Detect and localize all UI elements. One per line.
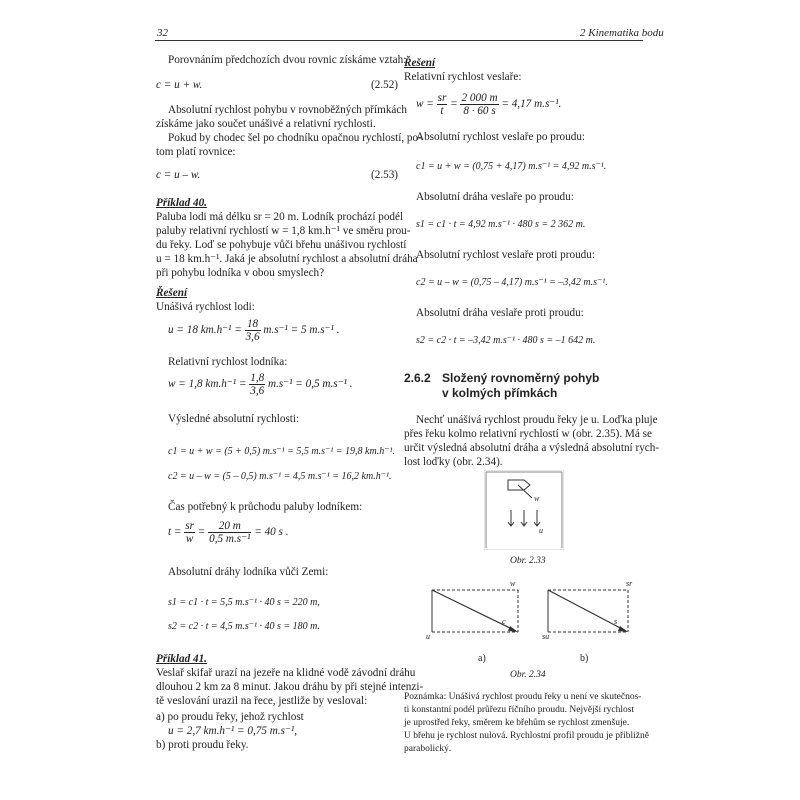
- equation-w: [416, 92, 561, 117]
- figure-caption: Obr. 2.33: [510, 556, 546, 566]
- equation-c1: c1 = u + w = (5 + 0,5) m.s⁻¹ = 5,5 m.s⁻¹ = 19,8 km.h⁻¹.: [168, 446, 395, 457]
- eq-lhs: w = 1,8 km.h⁻¹ =: [168, 378, 247, 391]
- step-label: Absolutní dráhy lodníka vůči Zemi:: [168, 566, 329, 578]
- fig-label-w: w: [510, 579, 516, 588]
- equation-s2: s2 = c2 · t = 4,5 m.s⁻¹ · 40 s = 180 m.: [168, 621, 320, 632]
- step-label: Relativní rychlost veslaře:: [404, 71, 522, 83]
- section-number: 2.6.2: [404, 371, 431, 385]
- note-line: ti konstantní podél průřezu říčního proudu. Nejvější rychlost: [404, 705, 635, 715]
- example-line: Paluba lodi má délku sr = 20 m. Lodník prochází podél: [156, 211, 404, 223]
- paragraph-line: Nechť unášivá rychlost proudu řeky je u. Loďka pluje: [416, 414, 658, 426]
- header-rule: [155, 40, 643, 41]
- example-line: paluby relativní rychlostí w = 1,8 km.h⁻¹ ve směru prou-: [156, 225, 411, 237]
- fig-label-c: c: [502, 617, 506, 626]
- paragraph-line: Pokud by chodec šel po chodníku opačnou rychlostí, po-: [168, 132, 422, 144]
- fig-label-u: u: [539, 526, 543, 535]
- example-line: Veslař skifař urazí na jezeře na klidné vodě závodní dráhu: [156, 667, 416, 679]
- step-label: Čas potřebný k průchodu paluby lodníkem:: [168, 501, 363, 513]
- frac-den: t: [440, 105, 444, 117]
- eq-rhs: = 4,17 m.s⁻¹.: [501, 98, 562, 111]
- paragraph: Porovnáním předchozích dvou rovnic získáme vztah:: [168, 54, 407, 66]
- equation-number: (2.53): [371, 169, 399, 181]
- fig-sublabel-b: b): [580, 653, 589, 664]
- example-line: u = 2,7 km.h⁻¹ = 0,75 m.s⁻¹,: [168, 725, 298, 737]
- frac-den: 3,6: [250, 385, 265, 397]
- step-label: Unášivá rychlost lodi:: [156, 301, 255, 313]
- fig-sublabel-a: a): [478, 653, 486, 664]
- paragraph-line: Absolutní rychlost pohybu v rovnoběžných přímkách: [168, 104, 407, 116]
- eq-rhs: = 40 s .: [254, 526, 289, 539]
- solution-heading: Řešení: [156, 287, 188, 299]
- step-label: Absolutní dráha veslaře proti proudu:: [416, 307, 584, 319]
- frac-num: 20 m: [208, 520, 251, 533]
- figure-2-33: [484, 470, 564, 550]
- example-41-title: Příklad 41.: [156, 653, 207, 665]
- vector-w: [518, 485, 532, 498]
- chapter-title: 2 Kinematika bodu: [580, 27, 664, 39]
- solution-heading: Řešení: [404, 57, 436, 69]
- frac-num: 18: [245, 318, 261, 331]
- example-line: tě veslování urazil na řece, jestliže by vesloval:: [156, 695, 368, 707]
- frac-num: sr: [185, 520, 194, 532]
- figure-2-34: [428, 580, 634, 650]
- page-number: 32: [157, 27, 168, 39]
- fig-label-su: su: [542, 632, 550, 641]
- note-line: U břehu je rychlost nulová. Rychlostní profil proudu je přibližně: [404, 731, 649, 741]
- frac-den: 3,6: [245, 331, 260, 343]
- equation-u: [168, 318, 339, 343]
- current-arrow: [521, 510, 527, 526]
- equation-s1: s1 = c1 · t = 5,5 m.s⁻¹ · 40 s = 220 m,: [168, 597, 320, 608]
- note-line: parabolický.: [404, 744, 452, 754]
- frac-num: sr: [437, 92, 447, 104]
- figure-caption: Obr. 2.34: [510, 670, 546, 680]
- example-line: u = 18 km.h⁻¹. Jaká je absolutní rychlost a absolutní dráha: [156, 253, 418, 265]
- fig-label-w: w: [534, 494, 540, 503]
- eq-rhs: m.s⁻¹ = 0,5 m.s⁻¹ .: [268, 378, 353, 391]
- example-line: b) proti proudu řeky.: [156, 739, 249, 751]
- boat-icon: [508, 480, 530, 490]
- equation-t: [168, 520, 289, 545]
- frac-den: w: [185, 533, 194, 545]
- note-line: Poznámka: Unášivá rychlost proudu řeky u není ve skutečnos-: [404, 692, 642, 702]
- paragraph-line: lost loďky (obr. 2.34).: [404, 456, 503, 468]
- step-label: Absolutní rychlost veslaře po proudu:: [416, 131, 586, 143]
- paragraph-line: určit výsledná absolutní dráha a výsledná absolutní rych-: [404, 442, 660, 454]
- eq-mid: =: [450, 98, 458, 111]
- frac-den: 0,5 m.s⁻¹: [209, 533, 251, 545]
- equation-c1: c1 = u + w = (0,75 + 4,17) m.s⁻¹ = 4,92 m.s⁻¹.: [416, 161, 607, 172]
- eq-lhs: u = 18 km.h⁻¹ =: [168, 324, 242, 337]
- step-label: Absolutní rychlost veslaře proti proudu:: [416, 249, 595, 261]
- eq-lhs: t =: [168, 526, 182, 539]
- current-arrow: [508, 510, 514, 526]
- equation-s2: s2 = c2 · t = –3,42 m.s⁻¹ · 480 s = –1 642 m.: [416, 335, 596, 346]
- example-line: dlouhou 2 km za 8 minut. Jakou dráhu by při stejné intenzi-: [156, 681, 424, 693]
- equation-c2: c2 = u – w = (5 – 0,5) m.s⁻¹ = 4,5 m.s⁻¹ = 16,2 km.h⁻¹.: [168, 471, 392, 482]
- note-line: je uprostřed řeky, směrem ke břehům se rychlost zmenšuje.: [404, 718, 630, 728]
- step-label: Absolutní dráha veslaře po proudu:: [416, 191, 574, 203]
- equation-2-53: c = u – w.: [156, 169, 201, 181]
- eq-rhs: m.s⁻¹ = 5 m.s⁻¹ .: [263, 324, 340, 337]
- equation-c2: c2 = u – w = (0,75 – 4,17) m.s⁻¹ = –3,42 m.s⁻¹.: [416, 277, 608, 288]
- fig-label-sr: sr: [626, 579, 633, 588]
- equation-2-52: c = u + w.: [156, 79, 203, 91]
- eq-lhs: w =: [416, 98, 434, 111]
- paragraph-line: tom platí rovnice:: [156, 146, 236, 158]
- fig-label-u: u: [426, 632, 430, 641]
- fig-label-s: s: [614, 617, 618, 626]
- paragraph-line: získáme jako součet unášivé a relativní rychlosti.: [156, 118, 376, 130]
- example-40-title: Příklad 40.: [156, 197, 207, 209]
- equation-s1: s1 = c1 · t = 4,92 m.s⁻¹ · 480 s = 2 362 m.: [416, 219, 586, 230]
- frac-den: 8 · 60 s: [463, 105, 496, 117]
- equation-number: (2.52): [371, 79, 399, 91]
- eq-mid: =: [197, 526, 206, 539]
- frac-num: 2 000 m: [461, 92, 498, 104]
- section-title: Složený rovnoměrný pohyb: [442, 371, 600, 385]
- section-title: v kolmých přímkách: [442, 386, 558, 400]
- example-line: při pohybu lodníka v obou smyslech?: [156, 267, 325, 279]
- equation-w: [168, 372, 353, 397]
- example-line: du řeky. Loď se pohybuje vůči břehu unášivou rychlostí: [156, 239, 407, 251]
- step-label: Výsledné absolutní rychlosti:: [168, 413, 300, 425]
- paragraph-line: přes řeku kolmo relativní rychlostí w (obr. 2.35). Má se: [404, 428, 652, 440]
- frac-num: 1,8: [250, 372, 265, 384]
- example-line: a) po proudu řeky, jehož rychlost: [156, 711, 304, 723]
- step-label: Relativní rychlost lodníka:: [168, 356, 288, 368]
